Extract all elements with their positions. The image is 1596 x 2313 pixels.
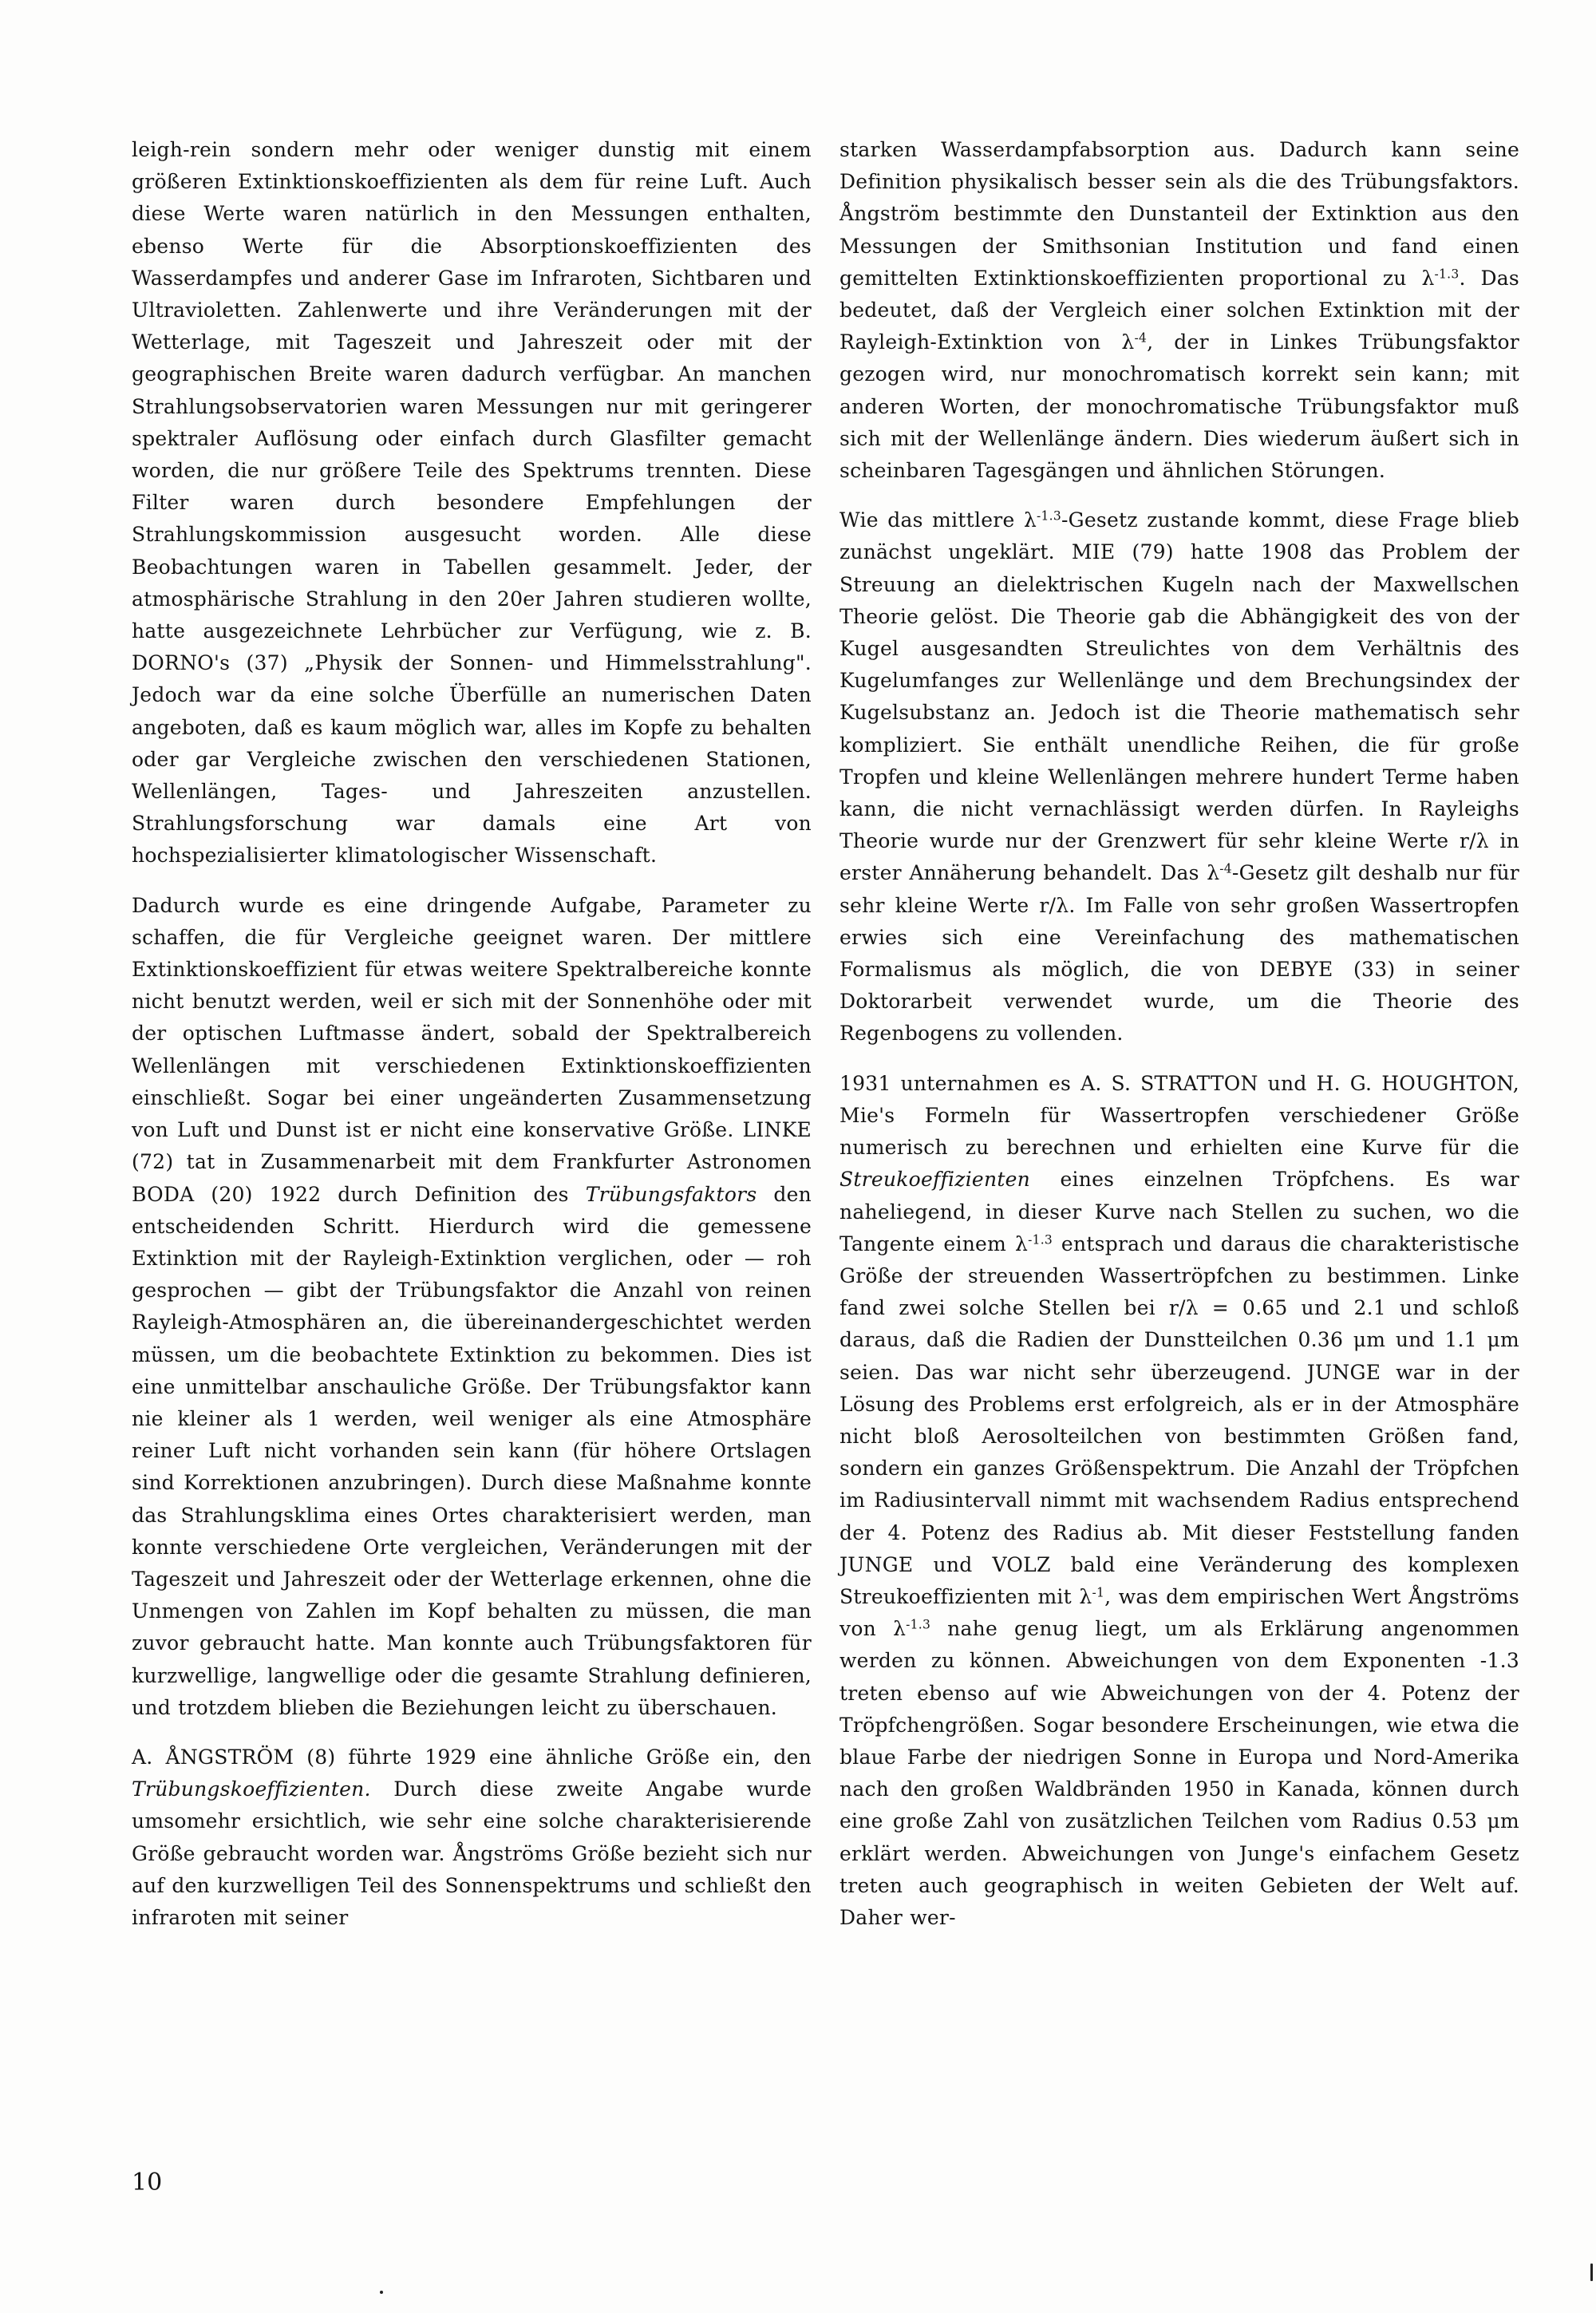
text-run: starken Wasserdampfabsorption aus. Dadurch kann seine Definition physikalisch besser sein als die des Trübungsfaktors. Ångström bestimmte den Dunstanteil der Extinktion aus den Messungen der Smithsonian Institution und fand einen gemittelten Extinktionskoeffizienten proportional zu λ [839,138,1519,290]
scan-speck [380,2291,383,2294]
paragraph [132,890,812,1724]
superscript: -1 [1092,1585,1105,1600]
superscript: -1.3 [1037,508,1061,524]
text-run: . Das bedeutet, daß der Vergleich einer solchen Extinktion mit der Rayleigh-Extinktion von λ [839,266,1519,354]
emphasis-term: Trübungskoeffizienten. [132,1777,371,1801]
text-run: A. ÅNGSTRÖM (8) führte 1929 eine ähnliche Größe ein, den [132,1745,812,1769]
text-run: eines einzelnen Tröpfchens. Es war naheliegend, in dieser Kurve nach Stellen zu suchen, wo die Tangente einem λ [839,1168,1519,1255]
text-run: 1931 unternahmen es A. S. STRATTON und H. G. HOUGHTON, Mie's Formeln für Wassertropfen verschiedener Größe numerisch zu berechnen und erhielten eine Kurve für die [839,1071,1519,1160]
emphasis-term: Streukoeffizienten [839,1168,1031,1192]
page-number: 10 [132,2169,163,2196]
paragraph [839,504,1519,1050]
left-column [132,134,812,1951]
text-run: leigh-rein sondern mehr oder weniger dunstig mit einem größeren Extinktionskoeffizienten als dem für reine Luft. Auch diese Werte waren natürlich in den Messungen enthalten, ebenso Werte für die Absorptionskoeffizienten des Wasserdampfes und anderer Gase im Infraroten, Sichtbaren und Ultravioletten. Zahlenwerte und ihre Veränderungen mit der Wetterlage, mit Tageszeit und Jahreszeit oder mit der geographischen Breite waren dadurch verfügbar. An manchen Strahlungsobservatorien waren Messungen nur mit geringerer spektraler Auflösung oder einfach durch Glasfilter gemacht worden, die nur größere Teile des Spektrums trennten. Diese Filter waren durch besondere Empfehlungen der Strahlungskommission ausgesucht worden. Alle diese Beobachtungen waren in Tabellen gesammelt. Jeder, der atmosphärische Strahlung in den 20er Jahren studieren wollte, hatte ausgezeichnete Lehrbücher zur Verfügung, wie z. B. DORNO's (37) „Physik der Sonnen- und Himmelsstrahlung". Jedoch war da eine solche Überfülle an numerischen Daten angeboten, daß es kaum möglich war, alles im Kopfe zu behalten oder gar Vergleiche zwischen den verschiedenen Stationen, Wellenlängen, Tages- und Jahreszeiten anzustellen. Strahlungsforschung war damals eine Art von hochspezialisierter klimatologischer Wissenschaft. [132,138,812,868]
superscript: -1.3 [1434,267,1460,282]
text-run: -Gesetz zustande kommt, diese Frage blieb zunächst ungeklärt. MIE (79) hatte 1908 das Problem der Streuung an dielektrischen Kugeln nach der Maxwellschen Theorie gelöst. Die Theorie gab die Abhängigkeit des von der Kugel ausgesandten Streulichtes von dem Verhältnis des Kugelumfanges zur Wellenlänge und dem Brechungsindex der Kugelsubstanz an. Jedoch ist die Theorie mathematisch sehr kompliziert. Sie enthält unendliche Reihen, die für große Tropfen und kleine Wellenlängen mehrere hundert Terme haben kann, die nicht vernachlässigt werden dürfen. In Rayleighs Theorie wurde nur der Grenzwert für sehr kleine Werte r/λ in erster Annäherung behandelt. Das λ [839,508,1519,885]
text-run: -Gesetz gilt deshalb nur für sehr kleine Werte r/λ. Im Falle von sehr großen Wassertropfen erwies sich eine Vereinfachung des mathematischen Formalismus als möglich, die von DEBYE (33) in seiner Doktorarbeit verwendet wurde, um die Theorie des Regenbogens zu vollenden. [839,861,1519,1046]
text-run: , was dem empirischen Wert Ångströms von λ [839,1584,1519,1641]
scan-mark [1590,2264,1593,2281]
text-run: entsprach und daraus die charakteristische Größe der streuenden Wassertröpfchen zu bestimmen. Linke fand zwei solche Stellen bei r/λ = 0.65 und 2.1 und schloß daraus, daß die Radien der Dunstteilchen 0.36 μm und 1.1 μm seien. Das war nicht sehr überzeugend. JUNGE war in der Lösung des Problems erst erfolgreich, als er in der Atmosphäre nicht bloß Aerosolteilchen von bestimmten Größen fand, sondern ein ganzes Größenspektrum. Die Anzahl der Tröpfchen im Radiusintervall nimmt mit wachsendem Radius entsprechend der 4. Potenz des Radius ab. Mit dieser Feststellung fanden JUNGE und VOLZ bald eine Veränderung des komplexen Streukoeffizienten mit λ [839,1232,1519,1608]
superscript: -4 [1219,861,1232,876]
text-run: den entscheidenden Schritt. Hierdurch wird die gemessene Extinktion mit der Rayleigh-Extinktion verglichen, oder — roh gesprochen — gibt der Trübungsfaktor die Anzahl von reinen Rayleigh-Atmosphären an, die übereinandergeschichtet werden müssen, um die beobachtete Extinktion zu bekommen. Dies ist eine unmittelbar anschauliche Größe. Der Trübungsfaktor kann nie kleiner als 1 werden, weil weniger als eine Atmosphäre reiner Luft nicht vorhanden sein kann (für höhere Ortslagen sind Korrektionen anzubringen). Durch diese Maßnahme konnte das Strahlungsklima eines Ortes charakterisiert werden, man konnte verschiedene Orte vergleichen, Veränderungen mit der Tageszeit und Jahreszeit oder der Wetterlage erkennen, ohne die Unmengen von Zahlen im Kopf behalten zu müssen, die man zuvor gebraucht hatte. Man konnte auch Trübungsfaktoren für kurzwellige, langwellige oder die gesamte Strahlung definieren, und trotzdem blieben die Beziehungen leicht zu überschauen. [132,1182,812,1719]
superscript: -4 [1134,330,1148,346]
text-run: Dadurch wurde es eine dringende Aufgabe, Parameter zu schaffen, die für Vergleiche geeignet waren. Der mittlere Extinktionskoeffizient für etwas weitere Spektralbereiche konnte nicht benutzt werden, weil er sich mit der Sonnenhöhe oder mit der optischen Luftmasse ändert, sobald der Spektralbereich Wellenlängen mit verschiedenen Extinktionskoeffizienten einschließt. Sogar bei einer ungeänderten Zusammensetzung von Luft und Dunst ist er nicht eine konservative Größe. LINKE (72) tat in Zusammenarbeit mit dem Frankfurter Astronomen BODA (20) 1922 durch Definition des [132,893,812,1206]
paragraph [839,1068,1519,1934]
text-run: Wie das mittlere λ [839,508,1037,532]
text-run: Durch diese zweite Angabe wurde umsomehr ersichtlich, wie sehr eine solche charakterisierende Größe gebraucht worden war. Ångströms Größe bezieht sich nur auf den kurzwelligen Teil des Sonnenspektrums und schließt den infraroten mit seiner [132,1777,812,1929]
paragraph [132,1742,812,1934]
right-column [839,134,1519,1951]
paragraph [839,134,1519,487]
text-run: nahe genug liegt, um als Erklärung angenommen werden zu können. Abweichungen von dem Exponenten -1.3 treten ebenso auf wie Abweichungen von der 4. Potenz der Tröpfchengrößen. Sogar besondere Erscheinungen, wie etwa die blaue Farbe der niedrigen Sonne in Europa und Nord-Amerika nach den großen Waldbränden 1950 in Kanada, können durch eine große Zahl von zusätzlichen Teilchen vom Radius 0.53 μm erklärt werden. Abweichungen von Junge's einfachem Gesetz treten auch geographisch in weiten Gebieten der Welt auf. Daher wer- [839,1617,1519,1929]
text-run: , der in Linkes Trübungsfaktor gezogen wird, nur monochromatisch korrekt sein kann; mit anderen Worten, der monochromatische Trübungsfaktor muß sich mit der Wellenlänge ändern. Dies wiederum äußert sich in scheinbaren Tagesgängen und ähnlichen Störungen. [839,330,1519,483]
emphasis-term: Trübungsfaktors [585,1182,757,1206]
superscript: -1.3 [906,1617,931,1632]
paragraph [132,134,812,872]
superscript: -1.3 [1028,1232,1053,1247]
